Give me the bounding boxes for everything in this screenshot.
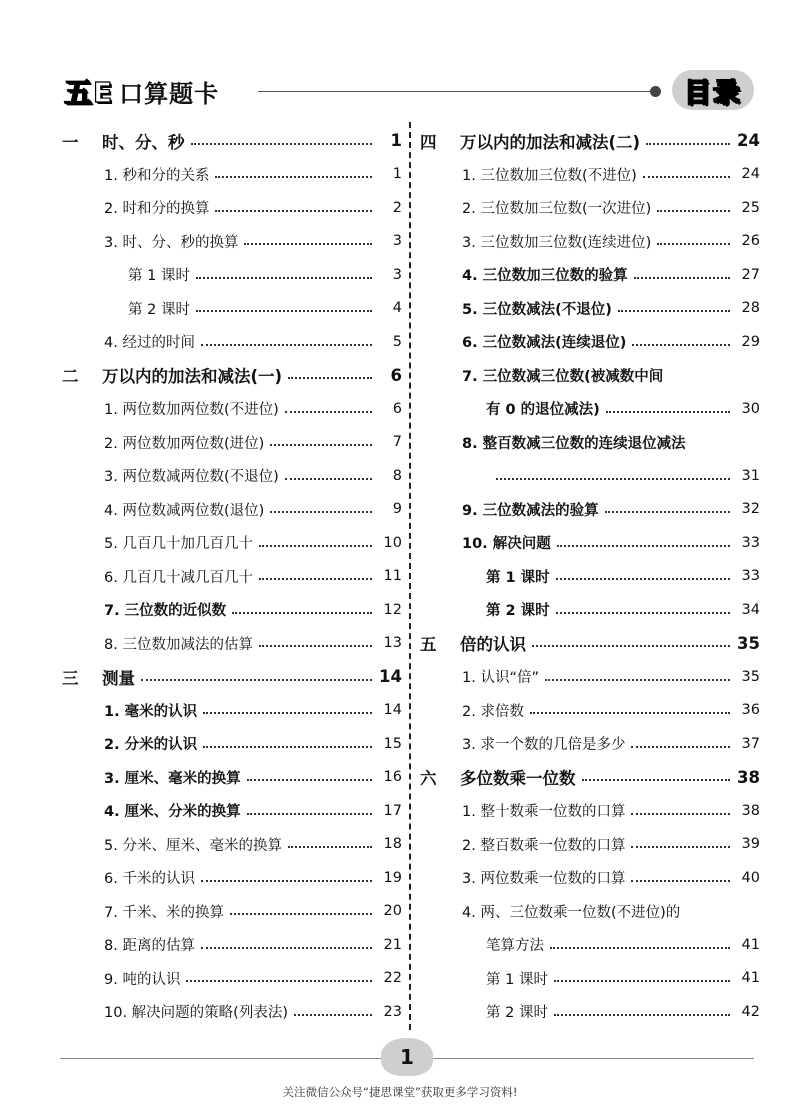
entry-title: 第 1 课时: [486, 569, 550, 586]
leader-dots: [556, 578, 730, 580]
page-number: 1: [392, 166, 402, 183]
brand-title: 口算题卡: [119, 79, 220, 108]
page-number: 42: [741, 1003, 760, 1020]
page-number: 32: [741, 501, 760, 518]
page-number: 14: [379, 667, 402, 687]
entry-title: 3. 三位数加三位数(连续进位): [462, 234, 652, 251]
page-number: 37: [741, 735, 760, 752]
toc-entry-continued[interactable]: [420, 928, 760, 962]
toc-entry[interactable]: [420, 359, 760, 393]
toc-entry[interactable]: [62, 761, 402, 795]
chapter-5[interactable]: [420, 627, 760, 661]
toc-entry[interactable]: [420, 828, 760, 862]
toc-entry[interactable]: [420, 995, 760, 1029]
entry-title: 1. 整十数乘一位数的口算: [462, 804, 626, 821]
page-number: 10: [383, 534, 402, 551]
entry-title: 10. 解决问题的策略(列表法): [104, 1005, 288, 1022]
page-number: 4: [392, 300, 402, 317]
leader-dots: [294, 1014, 372, 1016]
entry-title: 2. 整百数乘一位数的口算: [462, 837, 626, 854]
leader-dots: [550, 947, 730, 949]
page-number: 18: [383, 836, 402, 853]
page-number: 25: [741, 199, 760, 216]
page-number: 24: [737, 131, 760, 151]
leader-dots: [191, 143, 373, 145]
toc-entry[interactable]: [62, 895, 402, 929]
leader-dots: [232, 612, 372, 614]
toc-entry[interactable]: [62, 493, 402, 527]
leader-dots: [201, 947, 372, 949]
leader-dots: [203, 712, 372, 714]
page-number: 13: [383, 635, 402, 652]
entry-title: 第 2 课时: [128, 301, 190, 318]
chapter-title: 时、分、秒: [102, 132, 185, 152]
leader-dots: [657, 243, 730, 245]
toc-entry[interactable]: [420, 962, 760, 996]
toc-entry-continued[interactable]: [420, 459, 760, 493]
entry-title: 第 1 课时: [486, 971, 548, 988]
entry-title: 7. 三位数的近似数: [104, 603, 227, 620]
toc-entry[interactable]: [420, 694, 760, 728]
leader-dots: [270, 444, 372, 446]
leader-dots: [215, 176, 372, 178]
chapter-2[interactable]: [62, 359, 402, 393]
page-number: 33: [741, 568, 760, 585]
page-number: 3: [392, 266, 402, 283]
page-number: 36: [741, 702, 760, 719]
entry-title: 6. 千米的认识: [104, 871, 195, 888]
leader-dots: [643, 176, 730, 178]
entry-title: 第 2 课时: [486, 1005, 548, 1022]
leader-dots: [605, 511, 730, 513]
toc-entry[interactable]: [62, 727, 402, 761]
leader-dots: [288, 377, 372, 379]
entry-title: 第 1 课时: [128, 268, 190, 285]
leader-dots: [657, 210, 730, 212]
leader-dots: [259, 645, 372, 647]
page-number: 38: [737, 767, 760, 787]
toc-entry[interactable]: [62, 962, 402, 996]
toc-entry[interactable]: [62, 560, 402, 594]
chapter-title: 万以内的加法和减法(一): [102, 367, 283, 387]
leader-dots: [632, 344, 730, 346]
page-number: 15: [383, 735, 402, 752]
entry-title: 1. 两位数加两位数(不进位): [104, 402, 279, 419]
entry-title: 有 0 的退位减法): [486, 402, 600, 419]
entry-title: 4. 厘米、分米的换算: [104, 804, 241, 821]
brand: [64, 74, 219, 108]
page-number: 31: [741, 467, 760, 484]
toc-entry[interactable]: [420, 593, 760, 627]
chapter-3[interactable]: [62, 660, 402, 694]
header-rule: [258, 91, 652, 92]
page-number: 27: [741, 266, 760, 283]
page-number: 28: [741, 300, 760, 317]
page-number: 41: [741, 970, 760, 987]
toc-entry[interactable]: [62, 928, 402, 962]
entry-title: 第 2 课时: [486, 603, 550, 620]
toc-entry[interactable]: [62, 258, 402, 292]
leader-dots: [247, 779, 372, 781]
entry-title: 3. 厘米、毫米的换算: [104, 770, 241, 787]
entry-title: 3. 两位数减两位数(不退位): [104, 469, 279, 486]
entry-title: 6. 几百几十减几百几十: [104, 569, 253, 586]
toc-entry[interactable]: [420, 526, 760, 560]
entry-title: 2. 三位数加三位数(一次进位): [462, 201, 652, 218]
brand-logo: 五E: [64, 76, 114, 109]
entry-title: 9. 吨的认识: [104, 971, 181, 988]
page-number: 12: [383, 601, 402, 618]
page-number: 9: [392, 501, 402, 518]
page-number: 33: [741, 534, 760, 551]
entry-title: 3. 时、分、秒的换算: [104, 234, 239, 251]
toc-entry[interactable]: [420, 191, 760, 225]
page-number: 24: [741, 166, 760, 183]
toc-entry[interactable]: [62, 694, 402, 728]
page-number-label: 1: [400, 1045, 414, 1069]
toc-entry[interactable]: [420, 225, 760, 259]
chapter-1[interactable]: [62, 124, 402, 158]
page-number: 8: [392, 467, 402, 484]
page-number: 34: [741, 601, 760, 618]
page-number: 20: [383, 903, 402, 920]
toc-entry[interactable]: [420, 426, 760, 460]
page-number: 7: [392, 434, 402, 451]
entry-title: 4. 经过的时间: [104, 335, 195, 352]
leader-dots: [203, 746, 372, 748]
chapter-title: 万以内的加法和减法(二): [460, 132, 641, 152]
entry-title: 1. 认识“倍”: [462, 670, 539, 687]
column-divider: [409, 122, 411, 1030]
entry-title: 2. 时和分的换算: [104, 201, 210, 218]
leader-dots: [634, 277, 730, 279]
entry-title: 9. 三位数减法的验算: [462, 502, 599, 519]
toc-entry[interactable]: [62, 292, 402, 326]
toc-right-column: [420, 124, 760, 1029]
entry-title: 8. 三位数加减法的估算: [104, 636, 253, 653]
toc-entry[interactable]: [62, 794, 402, 828]
page-header: [62, 70, 754, 114]
toc-entry[interactable]: [420, 794, 760, 828]
leader-dots: [285, 411, 372, 413]
leader-dots: [631, 813, 730, 815]
toc-entry[interactable]: [62, 627, 402, 661]
entry-title: 1. 秒和分的关系: [104, 167, 210, 184]
toc-entry[interactable]: [420, 493, 760, 527]
leader-dots: [554, 980, 730, 982]
page-number: 35: [741, 668, 760, 685]
leader-dots: [201, 880, 372, 882]
chapter-number: 四: [420, 132, 437, 152]
page-number: 6: [390, 365, 402, 385]
entry-title: 7. 三位数减三位数(被减数中间: [462, 368, 664, 385]
leader-dots: [532, 645, 730, 647]
leader-dots: [606, 411, 730, 413]
entry-title: 5. 分米、厘米、毫米的换算: [104, 837, 282, 854]
leader-dots: [545, 679, 730, 681]
entry-title: 10. 解决问题: [462, 536, 551, 553]
page-number: 19: [383, 869, 402, 886]
leader-dots: [582, 779, 731, 781]
leader-dots: [259, 545, 372, 547]
toc-entry-continued[interactable]: [420, 392, 760, 426]
chapter-number: 六: [420, 769, 437, 789]
entry-title: 5. 三位数减法(不退位): [462, 301, 612, 318]
chapter-number: 二: [62, 367, 79, 387]
page-number: 38: [741, 802, 760, 819]
page-number: 2: [392, 199, 402, 216]
toc-entry[interactable]: [62, 325, 402, 359]
page-number: 30: [741, 400, 760, 417]
page-number: 3: [392, 233, 402, 250]
toc-entry[interactable]: [420, 560, 760, 594]
page-number: 6: [392, 400, 402, 417]
page-number: 29: [741, 333, 760, 350]
page-number: 21: [383, 936, 402, 953]
entry-title: 2. 求倍数: [462, 703, 524, 720]
entry-title: 8. 距离的估算: [104, 938, 195, 955]
page-number: 22: [383, 970, 402, 987]
toc-entry[interactable]: [62, 426, 402, 460]
chapter-number: 三: [62, 668, 79, 688]
chapter-number: 一: [62, 132, 79, 152]
leader-dots: [270, 511, 372, 513]
toc-entry[interactable]: [420, 861, 760, 895]
toc-entry[interactable]: [420, 292, 760, 326]
leader-dots: [496, 478, 730, 480]
entry-title: 2. 分米的认识: [104, 737, 198, 754]
leader-dots: [244, 243, 372, 245]
leader-dots: [557, 545, 730, 547]
chapter-4[interactable]: [420, 124, 760, 158]
toc-entry[interactable]: [62, 459, 402, 493]
page-number: 40: [741, 869, 760, 886]
chapter-title: 倍的认识: [460, 635, 526, 655]
entry-title: 笔算方法: [486, 938, 544, 955]
leader-dots: [554, 1014, 730, 1016]
page-number: 41: [741, 936, 760, 953]
leader-dots: [530, 712, 730, 714]
entry-title: 4. 两、三位数乘一位数(不进位)的: [462, 904, 681, 921]
entry-title: 1. 三位数加三位数(不进位): [462, 167, 637, 184]
page-number: 17: [383, 802, 402, 819]
chapter-number: 五: [420, 635, 437, 655]
leader-dots: [556, 612, 730, 614]
page-number: 39: [741, 836, 760, 853]
toc-entry[interactable]: [62, 191, 402, 225]
leader-dots: [618, 310, 730, 312]
toc-entry[interactable]: [62, 828, 402, 862]
toc-entry[interactable]: [420, 258, 760, 292]
page-number: 26: [741, 233, 760, 250]
page-number: 14: [383, 702, 402, 719]
leader-dots: [196, 310, 372, 312]
leader-dots: [201, 344, 372, 346]
toc-entry[interactable]: [420, 727, 760, 761]
page-number: 11: [383, 568, 402, 585]
entry-title: 5. 几百几十加几百几十: [104, 536, 253, 553]
chapter-title: 测量: [102, 668, 135, 688]
page-number: 16: [383, 769, 402, 786]
leader-dots: [141, 679, 372, 681]
toc-title: 目录: [684, 77, 742, 109]
leader-dots: [288, 846, 372, 848]
entry-title: 6. 三位数减法(连续退位): [462, 335, 627, 352]
leader-dots: [215, 210, 372, 212]
leader-dots: [631, 846, 730, 848]
toc-entry[interactable]: [62, 861, 402, 895]
toc-entry[interactable]: [62, 995, 402, 1029]
toc-entry[interactable]: [420, 325, 760, 359]
leader-dots: [230, 913, 372, 915]
leader-dots: [646, 143, 730, 145]
leader-dots: [247, 813, 372, 815]
toc-entry[interactable]: [62, 593, 402, 627]
leader-dots: [631, 880, 730, 882]
entry-title: 3. 求一个数的几倍是多少: [462, 737, 626, 754]
page-number-badge: [381, 1038, 433, 1076]
leader-dots: [196, 277, 372, 279]
entry-title: 7. 千米、米的换算: [104, 904, 224, 921]
leader-dots: [259, 578, 372, 580]
header-dot: [650, 86, 661, 97]
toc-left-column: [62, 124, 402, 1029]
entry-title: 4. 三位数加三位数的验算: [462, 268, 628, 285]
page-number: 23: [383, 1003, 402, 1020]
entry-title: 2. 两位数加两位数(进位): [104, 435, 265, 452]
toc-entry[interactable]: [420, 158, 760, 192]
entry-title: 3. 两位数乘一位数的口算: [462, 871, 626, 888]
chapter-6[interactable]: [420, 761, 760, 795]
toc-entry[interactable]: [62, 158, 402, 192]
leader-dots: [631, 746, 730, 748]
page-number: 35: [737, 633, 760, 653]
toc-entry[interactable]: [62, 526, 402, 560]
toc-entry[interactable]: [62, 392, 402, 426]
toc-entry[interactable]: [62, 225, 402, 259]
toc-entry[interactable]: [420, 660, 760, 694]
toc-badge: [672, 70, 754, 110]
page-number: 5: [392, 333, 402, 350]
chapter-title: 多位数乘一位数: [460, 769, 576, 789]
entry-title: 8. 整百数减三位数的连续退位减法: [462, 435, 686, 452]
leader-dots: [186, 980, 372, 982]
leader-dots: [285, 478, 372, 480]
page-number: 1: [390, 131, 402, 151]
entry-title: 4. 两位数减两位数(退位): [104, 502, 265, 519]
toc-entry[interactable]: [420, 895, 760, 929]
entry-title: 1. 毫米的认识: [104, 703, 198, 720]
footer-note: 关注微信公众号“捷思课堂”获取更多学习资料!: [282, 1085, 518, 1099]
